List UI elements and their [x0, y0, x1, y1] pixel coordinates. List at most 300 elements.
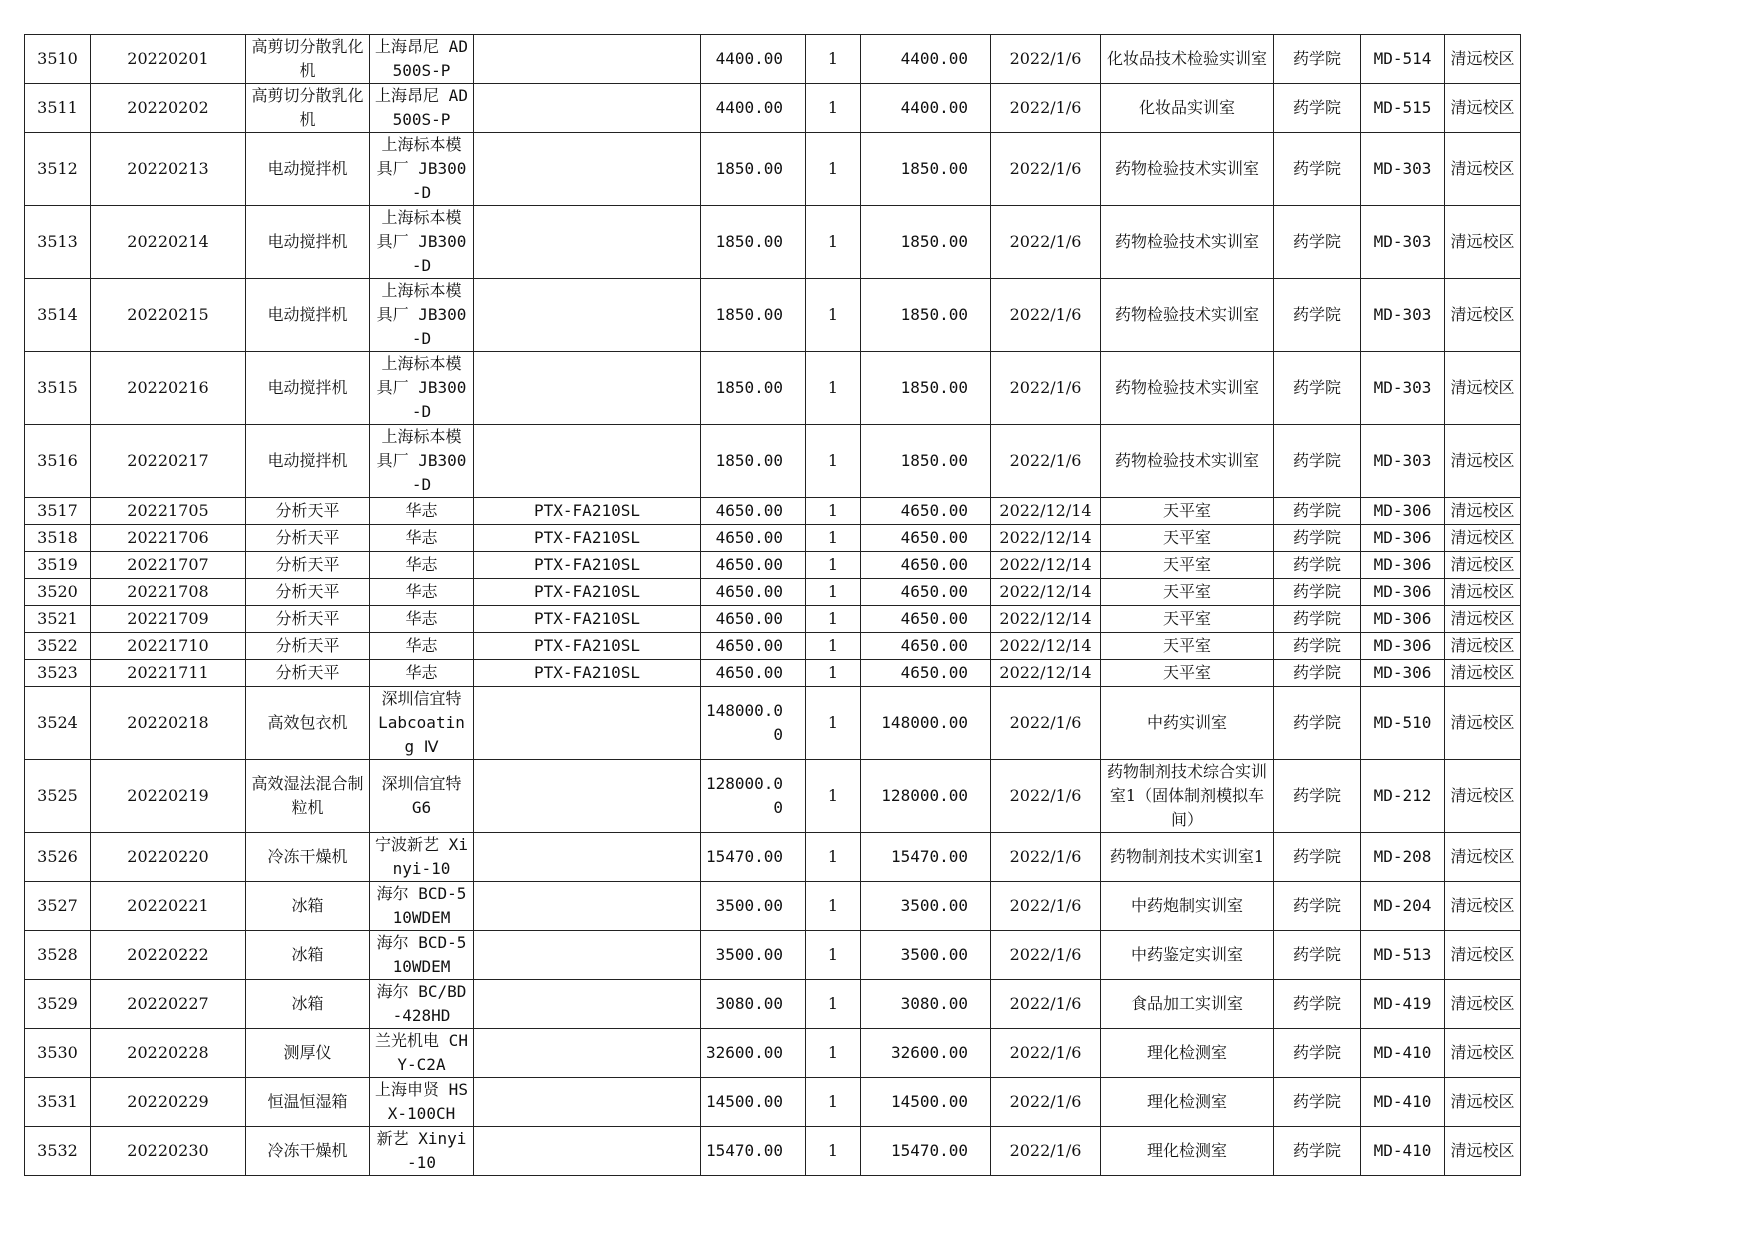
name-cell: 分析天平: [246, 552, 370, 579]
table-row: [25, 84, 1521, 133]
brand-model-cell: 上海标本模具厂 JB300-D: [370, 133, 474, 206]
name-cell: 电动搅拌机: [246, 206, 370, 279]
brand-model-cell: 上海标本模具厂 JB300-D: [370, 206, 474, 279]
location-cell: 药物检验技术实训室: [1101, 279, 1274, 352]
location-cell: 理化检测室: [1101, 1127, 1274, 1176]
room-cell: MD-410: [1361, 1078, 1445, 1127]
seq-no-cell: 3522: [25, 633, 91, 660]
location-cell: 中药炮制实训室: [1101, 882, 1274, 931]
quantity-cell: 1: [806, 352, 861, 425]
campus-cell: 清远校区: [1445, 833, 1521, 882]
quantity-cell: 1: [806, 882, 861, 931]
department-cell: 药学院: [1274, 687, 1361, 760]
asset-id-cell: 20221708: [91, 579, 246, 606]
room-cell: MD-204: [1361, 882, 1445, 931]
unit-price-cell: 4650.00: [701, 498, 806, 525]
department-cell: 药学院: [1274, 552, 1361, 579]
campus-cell: 清远校区: [1445, 633, 1521, 660]
date-cell: 2022/1/6: [991, 882, 1101, 931]
campus-cell: 清远校区: [1445, 84, 1521, 133]
department-cell: 药学院: [1274, 606, 1361, 633]
amount-cell: 1850.00: [861, 279, 991, 352]
amount-cell: 3500.00: [861, 931, 991, 980]
location-cell: 天平室: [1101, 579, 1274, 606]
spec-cell: [474, 35, 701, 84]
asset-id-cell: 20220220: [91, 833, 246, 882]
seq-no-cell: 3528: [25, 931, 91, 980]
table-row: [25, 425, 1521, 498]
campus-cell: 清远校区: [1445, 1078, 1521, 1127]
date-cell: 2022/12/14: [991, 633, 1101, 660]
unit-price-cell: 4650.00: [701, 660, 806, 687]
asset-id-cell: 20221710: [91, 633, 246, 660]
name-cell: 分析天平: [246, 606, 370, 633]
department-cell: 药学院: [1274, 931, 1361, 980]
quantity-cell: 1: [806, 425, 861, 498]
location-cell: 药物制剂技术实训室1: [1101, 833, 1274, 882]
quantity-cell: 1: [806, 552, 861, 579]
brand-model-cell: 上海昂尼 AD500S-P: [370, 35, 474, 84]
amount-cell: 128000.00: [861, 760, 991, 833]
department-cell: 药学院: [1274, 84, 1361, 133]
room-cell: MD-410: [1361, 1029, 1445, 1078]
amount-cell: 1850.00: [861, 206, 991, 279]
asset-id-cell: 20220201: [91, 35, 246, 84]
unit-price-cell: 1850.00: [701, 133, 806, 206]
name-cell: 高剪切分散乳化机: [246, 35, 370, 84]
date-cell: 2022/1/6: [991, 1127, 1101, 1176]
spec-cell: [474, 760, 701, 833]
name-cell: 高剪切分散乳化机: [246, 84, 370, 133]
date-cell: 2022/12/14: [991, 498, 1101, 525]
amount-cell: 15470.00: [861, 1127, 991, 1176]
department-cell: 药学院: [1274, 425, 1361, 498]
amount-cell: 4650.00: [861, 552, 991, 579]
amount-cell: 4650.00: [861, 525, 991, 552]
date-cell: 2022/1/6: [991, 279, 1101, 352]
amount-cell: 3080.00: [861, 980, 991, 1029]
location-cell: 天平室: [1101, 552, 1274, 579]
campus-cell: 清远校区: [1445, 1029, 1521, 1078]
location-cell: 中药鉴定实训室: [1101, 931, 1274, 980]
seq-no-cell: 3526: [25, 833, 91, 882]
unit-price-cell: 15470.00: [701, 1127, 806, 1176]
name-cell: 冰箱: [246, 882, 370, 931]
brand-model-cell: 兰光机电 CHY-C2A: [370, 1029, 474, 1078]
campus-cell: 清远校区: [1445, 687, 1521, 760]
asset-id-cell: 20221705: [91, 498, 246, 525]
table-row: [25, 660, 1521, 687]
brand-model-cell: 深圳信宜特 G6: [370, 760, 474, 833]
location-cell: 药物检验技术实训室: [1101, 425, 1274, 498]
room-cell: MD-306: [1361, 633, 1445, 660]
spec-cell: PTX-FA210SL: [474, 525, 701, 552]
spec-cell: PTX-FA210SL: [474, 579, 701, 606]
location-cell: 天平室: [1101, 606, 1274, 633]
unit-price-cell: 4400.00: [701, 84, 806, 133]
date-cell: 2022/1/6: [991, 206, 1101, 279]
seq-no-cell: 3523: [25, 660, 91, 687]
asset-id-cell: 20221709: [91, 606, 246, 633]
date-cell: 2022/12/14: [991, 525, 1101, 552]
table-row: [25, 606, 1521, 633]
name-cell: 电动搅拌机: [246, 352, 370, 425]
campus-cell: 清远校区: [1445, 133, 1521, 206]
date-cell: 2022/1/6: [991, 1029, 1101, 1078]
department-cell: 药学院: [1274, 133, 1361, 206]
table-row: [25, 133, 1521, 206]
brand-model-cell: 华志: [370, 525, 474, 552]
room-cell: MD-306: [1361, 606, 1445, 633]
seq-no-cell: 3524: [25, 687, 91, 760]
seq-no-cell: 3520: [25, 579, 91, 606]
campus-cell: 清远校区: [1445, 660, 1521, 687]
amount-cell: 1850.00: [861, 133, 991, 206]
asset-id-cell: 20220218: [91, 687, 246, 760]
amount-cell: 3500.00: [861, 882, 991, 931]
location-cell: 天平室: [1101, 633, 1274, 660]
quantity-cell: 1: [806, 606, 861, 633]
date-cell: 2022/1/6: [991, 980, 1101, 1029]
spec-cell: [474, 1029, 701, 1078]
table-row: [25, 687, 1521, 760]
name-cell: 冷冻干燥机: [246, 1127, 370, 1176]
unit-price-cell: 4650.00: [701, 633, 806, 660]
asset-id-cell: 20220229: [91, 1078, 246, 1127]
room-cell: MD-306: [1361, 498, 1445, 525]
name-cell: 高效包衣机: [246, 687, 370, 760]
table-row: [25, 35, 1521, 84]
room-cell: MD-303: [1361, 352, 1445, 425]
quantity-cell: 1: [806, 687, 861, 760]
campus-cell: 清远校区: [1445, 352, 1521, 425]
date-cell: 2022/1/6: [991, 352, 1101, 425]
spec-cell: PTX-FA210SL: [474, 498, 701, 525]
spec-cell: [474, 1078, 701, 1127]
campus-cell: 清远校区: [1445, 552, 1521, 579]
unit-price-cell: 148000.00: [701, 687, 806, 760]
quantity-cell: 1: [806, 206, 861, 279]
room-cell: MD-306: [1361, 552, 1445, 579]
seq-no-cell: 3512: [25, 133, 91, 206]
unit-price-cell: 1850.00: [701, 425, 806, 498]
amount-cell: 4650.00: [861, 606, 991, 633]
brand-model-cell: 上海标本模具厂 JB300-D: [370, 352, 474, 425]
quantity-cell: 1: [806, 279, 861, 352]
campus-cell: 清远校区: [1445, 980, 1521, 1029]
department-cell: 药学院: [1274, 1078, 1361, 1127]
spec-cell: [474, 133, 701, 206]
table-row: [25, 552, 1521, 579]
table-row: [25, 882, 1521, 931]
campus-cell: 清远校区: [1445, 606, 1521, 633]
seq-no-cell: 3525: [25, 760, 91, 833]
date-cell: 2022/1/6: [991, 1078, 1101, 1127]
seq-no-cell: 3531: [25, 1078, 91, 1127]
unit-price-cell: 4650.00: [701, 525, 806, 552]
department-cell: 药学院: [1274, 498, 1361, 525]
quantity-cell: 1: [806, 498, 861, 525]
quantity-cell: 1: [806, 525, 861, 552]
table-row: [25, 579, 1521, 606]
room-cell: MD-303: [1361, 133, 1445, 206]
asset-table: [24, 34, 1521, 1176]
name-cell: 电动搅拌机: [246, 133, 370, 206]
spec-cell: PTX-FA210SL: [474, 552, 701, 579]
date-cell: 2022/1/6: [991, 833, 1101, 882]
asset-id-cell: 20220202: [91, 84, 246, 133]
seq-no-cell: 3521: [25, 606, 91, 633]
name-cell: 电动搅拌机: [246, 425, 370, 498]
amount-cell: 32600.00: [861, 1029, 991, 1078]
amount-cell: 1850.00: [861, 425, 991, 498]
campus-cell: 清远校区: [1445, 760, 1521, 833]
location-cell: 天平室: [1101, 660, 1274, 687]
campus-cell: 清远校区: [1445, 206, 1521, 279]
date-cell: 2022/12/14: [991, 660, 1101, 687]
seq-no-cell: 3517: [25, 498, 91, 525]
location-cell: 药物检验技术实训室: [1101, 352, 1274, 425]
spec-cell: [474, 687, 701, 760]
table-row: [25, 279, 1521, 352]
campus-cell: 清远校区: [1445, 279, 1521, 352]
spec-cell: [474, 352, 701, 425]
seq-no-cell: 3518: [25, 525, 91, 552]
room-cell: MD-303: [1361, 279, 1445, 352]
unit-price-cell: 14500.00: [701, 1078, 806, 1127]
amount-cell: 4400.00: [861, 35, 991, 84]
table-row: [25, 760, 1521, 833]
seq-no-cell: 3530: [25, 1029, 91, 1078]
spec-cell: [474, 833, 701, 882]
date-cell: 2022/1/6: [991, 687, 1101, 760]
amount-cell: 4400.00: [861, 84, 991, 133]
table-row: [25, 498, 1521, 525]
spec-cell: [474, 931, 701, 980]
date-cell: 2022/1/6: [991, 931, 1101, 980]
name-cell: 冰箱: [246, 931, 370, 980]
spec-cell: [474, 882, 701, 931]
quantity-cell: 1: [806, 931, 861, 980]
amount-cell: 14500.00: [861, 1078, 991, 1127]
seq-no-cell: 3513: [25, 206, 91, 279]
unit-price-cell: 3080.00: [701, 980, 806, 1029]
location-cell: 药物制剂技术综合实训室1（固体制剂模拟车间）: [1101, 760, 1274, 833]
quantity-cell: 1: [806, 1029, 861, 1078]
seq-no-cell: 3519: [25, 552, 91, 579]
date-cell: 2022/1/6: [991, 133, 1101, 206]
seq-no-cell: 3516: [25, 425, 91, 498]
department-cell: 药学院: [1274, 279, 1361, 352]
table-row: [25, 206, 1521, 279]
brand-model-cell: 宁波新艺 Xinyi-10: [370, 833, 474, 882]
name-cell: 冰箱: [246, 980, 370, 1029]
department-cell: 药学院: [1274, 1029, 1361, 1078]
quantity-cell: 1: [806, 980, 861, 1029]
spec-cell: [474, 279, 701, 352]
spec-cell: [474, 84, 701, 133]
campus-cell: 清远校区: [1445, 1127, 1521, 1176]
date-cell: 2022/1/6: [991, 760, 1101, 833]
brand-model-cell: 深圳信宜特 Labcoating Ⅳ: [370, 687, 474, 760]
brand-model-cell: 上海昂尼 AD500S-P: [370, 84, 474, 133]
seq-no-cell: 3529: [25, 980, 91, 1029]
unit-price-cell: 4650.00: [701, 579, 806, 606]
department-cell: 药学院: [1274, 760, 1361, 833]
spec-cell: [474, 425, 701, 498]
location-cell: 药物检验技术实训室: [1101, 206, 1274, 279]
room-cell: MD-515: [1361, 84, 1445, 133]
seq-no-cell: 3527: [25, 882, 91, 931]
room-cell: MD-513: [1361, 931, 1445, 980]
brand-model-cell: 华志: [370, 579, 474, 606]
room-cell: MD-306: [1361, 525, 1445, 552]
brand-model-cell: 海尔 BCD-510WDEM: [370, 882, 474, 931]
date-cell: 2022/1/6: [991, 84, 1101, 133]
asset-id-cell: 20221707: [91, 552, 246, 579]
unit-price-cell: 32600.00: [701, 1029, 806, 1078]
amount-cell: 148000.00: [861, 687, 991, 760]
spec-cell: [474, 1127, 701, 1176]
brand-model-cell: 华志: [370, 552, 474, 579]
amount-cell: 4650.00: [861, 579, 991, 606]
unit-price-cell: 4650.00: [701, 606, 806, 633]
unit-price-cell: 3500.00: [701, 882, 806, 931]
campus-cell: 清远校区: [1445, 35, 1521, 84]
brand-model-cell: 华志: [370, 606, 474, 633]
quantity-cell: 1: [806, 1078, 861, 1127]
quantity-cell: 1: [806, 633, 861, 660]
asset-id-cell: 20220222: [91, 931, 246, 980]
department-cell: 药学院: [1274, 352, 1361, 425]
name-cell: 恒温恒湿箱: [246, 1078, 370, 1127]
campus-cell: 清远校区: [1445, 498, 1521, 525]
spec-cell: PTX-FA210SL: [474, 633, 701, 660]
table-row: [25, 931, 1521, 980]
brand-model-cell: 上海申贤 HSX-100CH: [370, 1078, 474, 1127]
name-cell: 冷冻干燥机: [246, 833, 370, 882]
asset-id-cell: 20221706: [91, 525, 246, 552]
campus-cell: 清远校区: [1445, 525, 1521, 552]
date-cell: 2022/12/14: [991, 579, 1101, 606]
spec-cell: PTX-FA210SL: [474, 606, 701, 633]
quantity-cell: 1: [806, 660, 861, 687]
location-cell: 理化检测室: [1101, 1078, 1274, 1127]
date-cell: 2022/12/14: [991, 606, 1101, 633]
room-cell: MD-306: [1361, 579, 1445, 606]
table-row: [25, 1127, 1521, 1176]
table-row: [25, 980, 1521, 1029]
department-cell: 药学院: [1274, 35, 1361, 84]
seq-no-cell: 3515: [25, 352, 91, 425]
location-cell: 药物检验技术实训室: [1101, 133, 1274, 206]
unit-price-cell: 4650.00: [701, 552, 806, 579]
table-row: [25, 1029, 1521, 1078]
asset-id-cell: 20220217: [91, 425, 246, 498]
location-cell: 天平室: [1101, 498, 1274, 525]
asset-id-cell: 20220215: [91, 279, 246, 352]
room-cell: MD-514: [1361, 35, 1445, 84]
quantity-cell: 1: [806, 833, 861, 882]
seq-no-cell: 3532: [25, 1127, 91, 1176]
department-cell: 药学院: [1274, 833, 1361, 882]
name-cell: 测厚仪: [246, 1029, 370, 1078]
room-cell: MD-510: [1361, 687, 1445, 760]
name-cell: 分析天平: [246, 579, 370, 606]
unit-price-cell: 3500.00: [701, 931, 806, 980]
spec-cell: PTX-FA210SL: [474, 660, 701, 687]
date-cell: 2022/1/6: [991, 425, 1101, 498]
campus-cell: 清远校区: [1445, 425, 1521, 498]
date-cell: 2022/12/14: [991, 552, 1101, 579]
amount-cell: 4650.00: [861, 498, 991, 525]
unit-price-cell: 128000.00: [701, 760, 806, 833]
asset-id-cell: 20220214: [91, 206, 246, 279]
asset-id-cell: 20220230: [91, 1127, 246, 1176]
room-cell: MD-419: [1361, 980, 1445, 1029]
brand-model-cell: 华志: [370, 498, 474, 525]
asset-id-cell: 20220227: [91, 980, 246, 1029]
brand-model-cell: 海尔 BC/BD-428HD: [370, 980, 474, 1029]
location-cell: 理化检测室: [1101, 1029, 1274, 1078]
location-cell: 天平室: [1101, 525, 1274, 552]
name-cell: 分析天平: [246, 633, 370, 660]
department-cell: 药学院: [1274, 660, 1361, 687]
location-cell: 食品加工实训室: [1101, 980, 1274, 1029]
room-cell: MD-212: [1361, 760, 1445, 833]
unit-price-cell: 4400.00: [701, 35, 806, 84]
room-cell: MD-303: [1361, 425, 1445, 498]
table-body: [25, 35, 1521, 1176]
location-cell: 中药实训室: [1101, 687, 1274, 760]
table-row: [25, 525, 1521, 552]
name-cell: 分析天平: [246, 660, 370, 687]
quantity-cell: 1: [806, 35, 861, 84]
unit-price-cell: 1850.00: [701, 352, 806, 425]
brand-model-cell: 上海标本模具厂 JB300-D: [370, 425, 474, 498]
quantity-cell: 1: [806, 1127, 861, 1176]
asset-id-cell: 20220228: [91, 1029, 246, 1078]
asset-id-cell: 20221711: [91, 660, 246, 687]
room-cell: MD-306: [1361, 660, 1445, 687]
room-cell: MD-303: [1361, 206, 1445, 279]
seq-no-cell: 3510: [25, 35, 91, 84]
unit-price-cell: 1850.00: [701, 206, 806, 279]
amount-cell: 1850.00: [861, 352, 991, 425]
department-cell: 药学院: [1274, 206, 1361, 279]
campus-cell: 清远校区: [1445, 931, 1521, 980]
room-cell: MD-208: [1361, 833, 1445, 882]
location-cell: 化妆品实训室: [1101, 84, 1274, 133]
name-cell: 电动搅拌机: [246, 279, 370, 352]
date-cell: 2022/1/6: [991, 35, 1101, 84]
spec-cell: [474, 980, 701, 1029]
quantity-cell: 1: [806, 133, 861, 206]
unit-price-cell: 15470.00: [701, 833, 806, 882]
amount-cell: 15470.00: [861, 833, 991, 882]
brand-model-cell: 上海标本模具厂 JB300-D: [370, 279, 474, 352]
amount-cell: 4650.00: [861, 633, 991, 660]
brand-model-cell: 新艺 Xinyi-10: [370, 1127, 474, 1176]
table-row: [25, 1078, 1521, 1127]
name-cell: 分析天平: [246, 498, 370, 525]
name-cell: 分析天平: [246, 525, 370, 552]
department-cell: 药学院: [1274, 882, 1361, 931]
department-cell: 药学院: [1274, 633, 1361, 660]
quantity-cell: 1: [806, 84, 861, 133]
brand-model-cell: 华志: [370, 633, 474, 660]
department-cell: 药学院: [1274, 1127, 1361, 1176]
